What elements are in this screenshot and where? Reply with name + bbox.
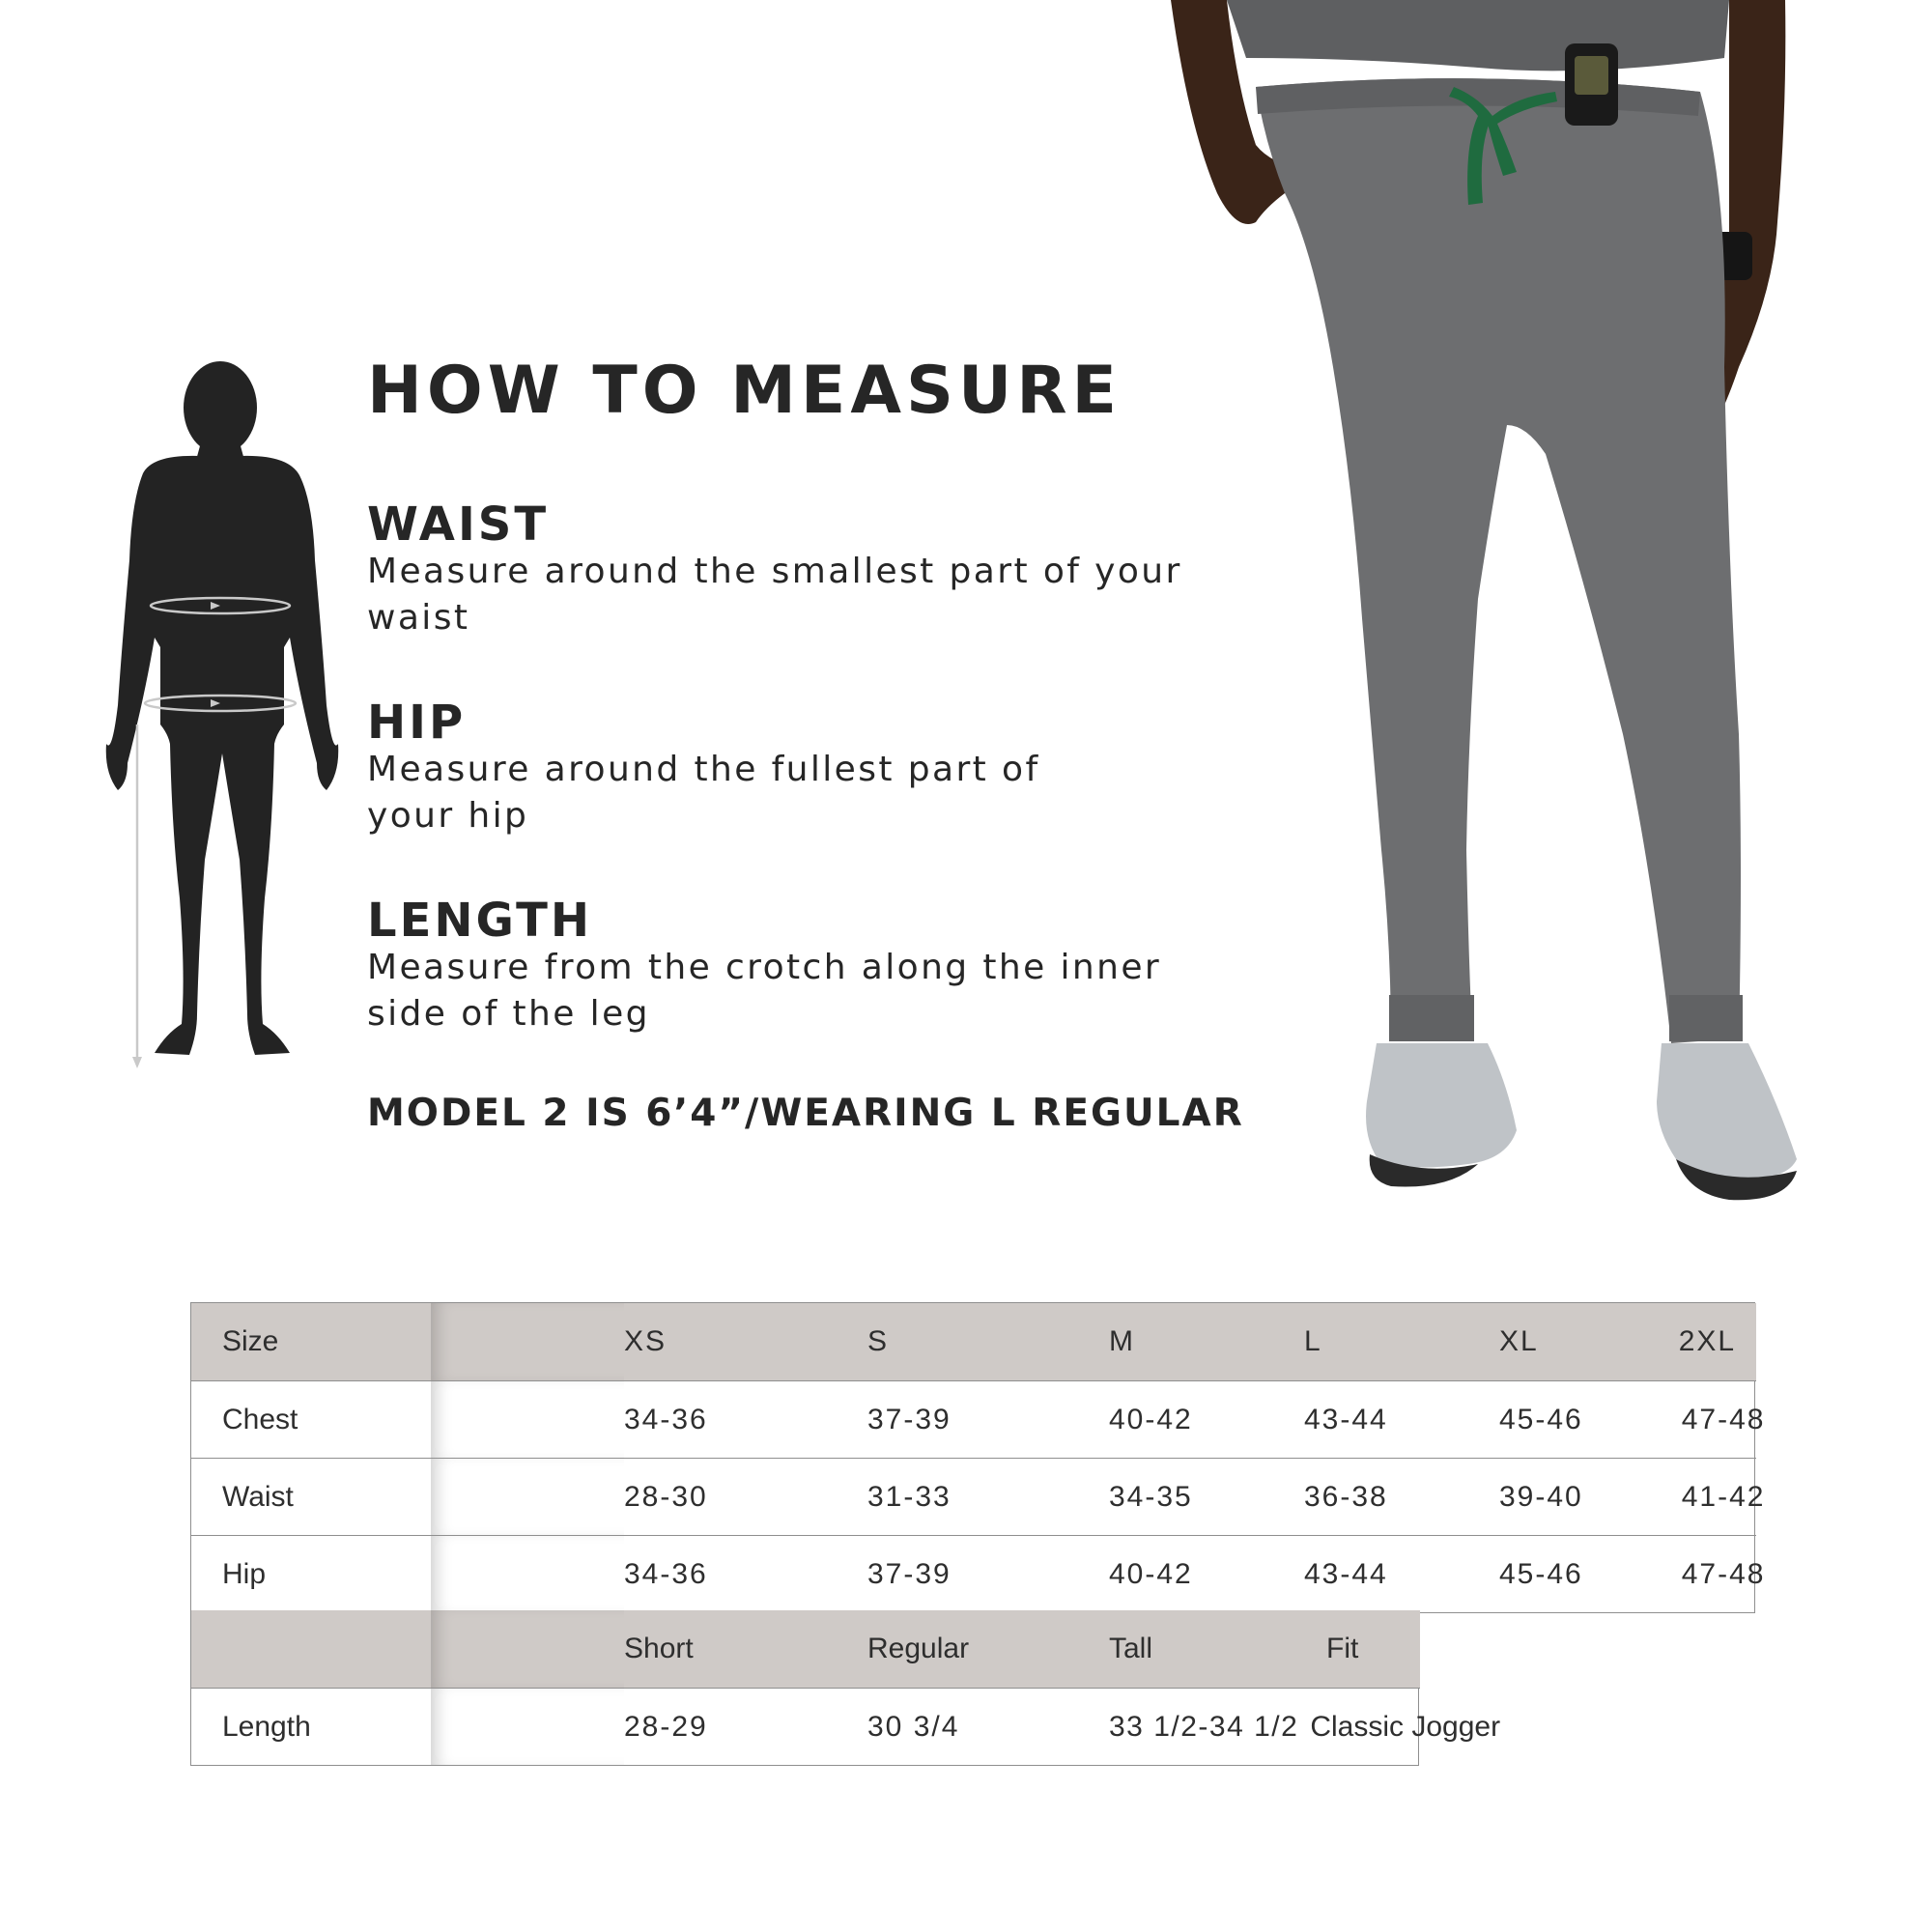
table-row-label: Length (191, 1688, 431, 1765)
model-note: MODEL 2 IS 6’4”/WEARING L REGULAR (367, 1092, 1244, 1135)
length-header-text: Fit (1326, 1633, 1359, 1664)
size-header-cell: S (867, 1303, 1109, 1380)
table-cell: 37-39 (867, 1380, 1109, 1458)
length-table (190, 1610, 1501, 1766)
length-header-cell (191, 1610, 431, 1688)
size-header-cell (431, 1303, 624, 1380)
size-table (190, 1302, 1766, 1613)
table-cell: 40-42 (1109, 1535, 1304, 1612)
table-cell: 28-29 (624, 1688, 867, 1765)
table-row-label: Chest (191, 1380, 431, 1458)
hip-description: Measure around the fullest part of your hip (367, 750, 1040, 836)
table-cell: 34-35 (1109, 1458, 1304, 1535)
table-cell (431, 1688, 624, 1765)
table-cell: 36-38 (1304, 1458, 1499, 1535)
table-row-label: Waist (191, 1458, 431, 1535)
table-cell (1499, 1535, 1766, 1612)
table-cell: 34-36 (624, 1380, 867, 1458)
table-row-label: Hip (191, 1535, 431, 1612)
table-cell-text: 45-46 (1499, 1403, 1583, 1435)
table-cell: 43-44 (1304, 1535, 1499, 1612)
size-header-cell: Size (191, 1303, 431, 1380)
table-cell (1499, 1458, 1766, 1535)
table-cell (1499, 1380, 1766, 1458)
length-header-cell: Short (624, 1610, 867, 1688)
length-header-cell (1109, 1610, 1420, 1688)
table-cell: 34-36 (624, 1535, 867, 1612)
size-header-text: XL (1499, 1325, 1539, 1357)
size-header-text: 2XL (1678, 1325, 1737, 1357)
page-title: HOW TO MEASURE (367, 353, 1122, 429)
table-cell: 43-44 (1304, 1380, 1499, 1458)
length-header-text: Tall (1109, 1633, 1153, 1664)
table-cell: 40-42 (1109, 1380, 1304, 1458)
hip-heading: HIP (367, 696, 467, 750)
length-description: Measure from the crotch along the inner side of the leg (367, 948, 1162, 1034)
size-header-cell: XS (624, 1303, 867, 1380)
table-cell: 37-39 (867, 1535, 1109, 1612)
table-cell (431, 1458, 624, 1535)
table-cell-text: 39-40 (1499, 1480, 1583, 1513)
size-header-cell (1499, 1303, 1756, 1380)
table-cell-text: 45-46 (1499, 1557, 1583, 1590)
table-cell: 31-33 (867, 1458, 1109, 1535)
length-heading: LENGTH (367, 894, 593, 948)
length-header-cell (431, 1610, 624, 1688)
length-header-cell: Regular (867, 1610, 1109, 1688)
size-header-cell: L (1304, 1303, 1499, 1380)
table-cell (1109, 1688, 1501, 1765)
table-cell (431, 1535, 624, 1612)
table-cell: 30 3/4 (867, 1688, 1109, 1765)
table-cell (431, 1380, 624, 1458)
table-cell-text: 41-42 (1681, 1480, 1766, 1513)
waist-description: Measure around the smallest part of your waist (367, 552, 1182, 638)
model-in-jogger-pants-illustration (1159, 0, 1835, 1236)
table-cell-text: 33 1/2-34 1/2 (1109, 1710, 1299, 1743)
table-cell-text: Classic Jogger (1310, 1710, 1501, 1743)
human-silhouette-icon (85, 357, 365, 1092)
table-cell-text: 47-48 (1681, 1557, 1766, 1590)
table-cell-text: 47-48 (1681, 1403, 1766, 1435)
size-header-cell: M (1109, 1303, 1304, 1380)
table-cell: 28-30 (624, 1458, 867, 1535)
waist-heading: WAIST (367, 497, 550, 552)
